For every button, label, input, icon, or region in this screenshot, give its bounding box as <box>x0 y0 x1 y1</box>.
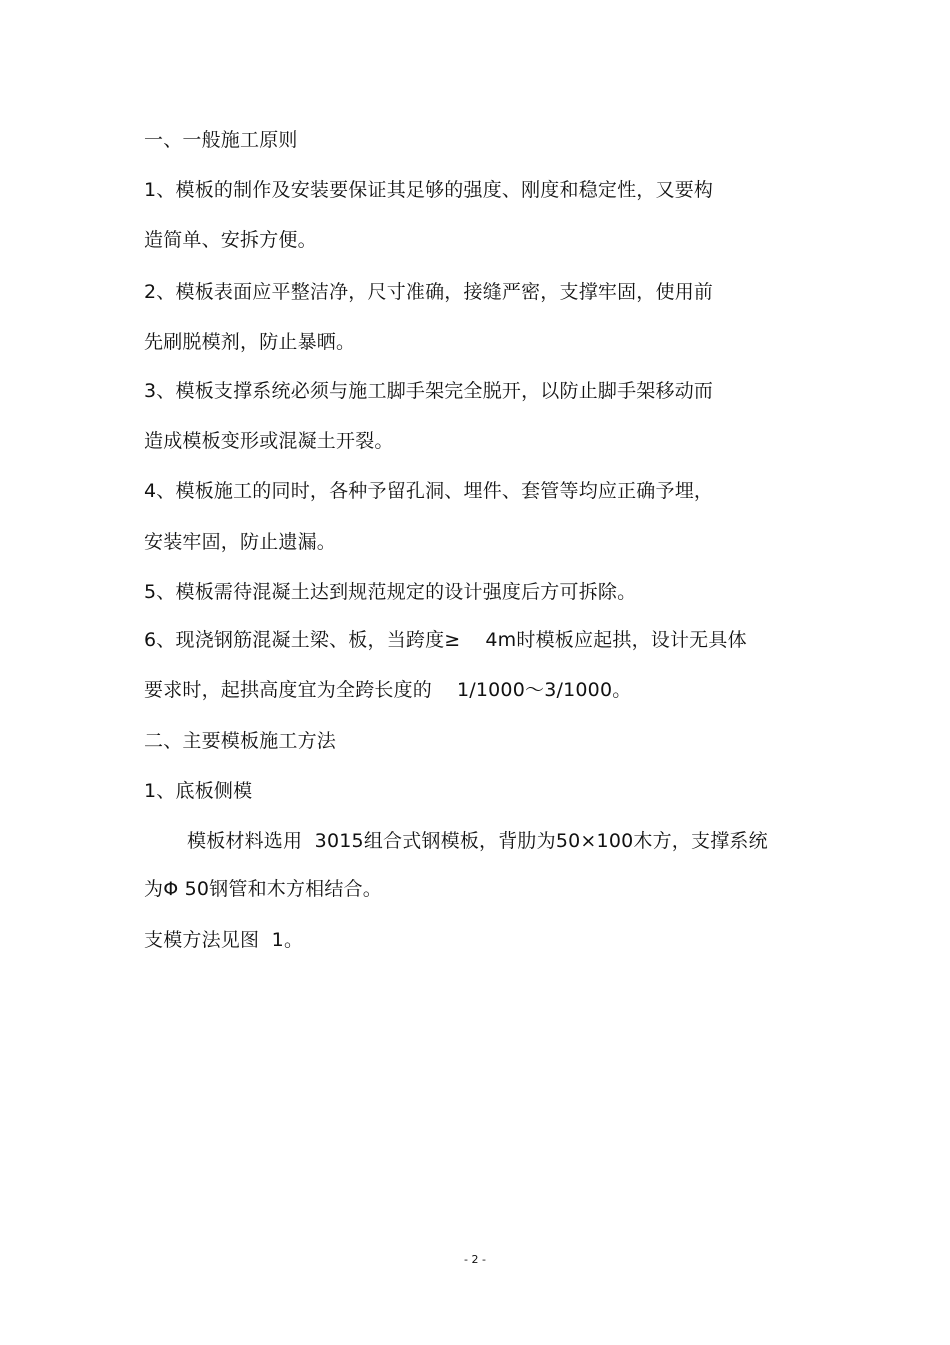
paragraph-line: 支模方法见图 1。 <box>144 929 304 951</box>
heading-general-principles: 一、一般施工原则 <box>144 129 298 151</box>
paragraph-line: 模板材料选用 3015组合式钢模板，背肋为50×100木方，支撑系统 <box>187 830 768 852</box>
paragraph-line: 1、模板的制作及安装要保证其足够的强度、刚度和稳定性，又要构 <box>144 179 714 201</box>
paragraph-line: 先刷脱模剂，防止暴晒。 <box>144 331 356 353</box>
subheading-bottom-side-form: 1、底板侧模 <box>144 780 253 802</box>
paragraph-line: 造成模板变形或混凝土开裂。 <box>144 430 394 452</box>
paragraph-line: 造简单、安拆方便。 <box>144 229 317 251</box>
page-number: - 2 - <box>464 1253 486 1266</box>
paragraph-line: 要求时，起拱高度宜为全跨长度的 1/1000～3/1000。 <box>144 679 632 701</box>
paragraph-line: 4、模板施工的同时，各种予留孔洞、埋件、套管等均应正确予埋， <box>144 480 714 502</box>
paragraph-line: 3、模板支撑系统必须与施工脚手架完全脱开，以防止脚手架移动而 <box>144 380 714 402</box>
paragraph-line: 2、模板表面应平整洁净，尺寸准确，接缝严密，支撑牢固，使用前 <box>144 281 714 303</box>
heading-main-methods: 二、主要模板施工方法 <box>144 730 337 752</box>
paragraph-line: 为Φ 50钢管和木方相结合。 <box>144 878 382 900</box>
paragraph-line: 安装牢固，防止遗漏。 <box>144 531 337 553</box>
paragraph-line: 5、模板需待混凝土达到规范规定的设计强度后方可拆除。 <box>144 581 637 603</box>
paragraph-line: 6、现浇钢筋混凝土梁、板，当跨度≥ 4m时模板应起拱，设计无具体 <box>144 629 747 651</box>
